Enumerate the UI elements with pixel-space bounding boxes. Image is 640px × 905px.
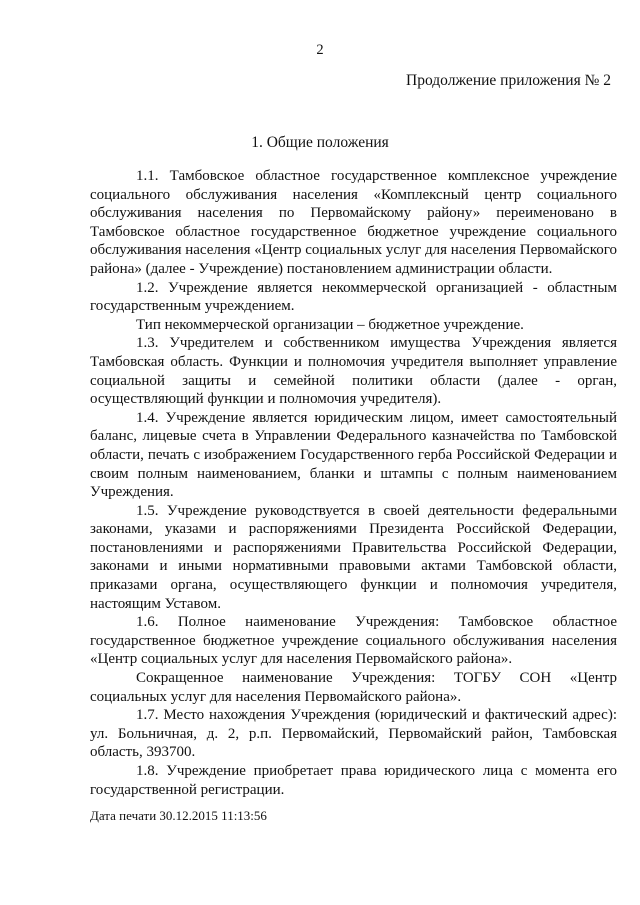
paragraph-1-7: 1.7. Место нахождения Учреждения (юридический и фактический адрес): ул. Больничная, д. 2, р.п. Первомайский, Первомайский район, Тамбовская область, 393700.: [90, 707, 617, 761]
appendix-label: Продолжение приложения № 2: [406, 72, 611, 89]
page-number: 2: [316, 42, 324, 58]
paragraph-1-6: 1.6. Полное наименование Учреждения: Тамбовское областное государственное бюджетное учреждение социального обслуживания населения «Центр социальных услуг для населения Первомайского района».: [90, 614, 617, 668]
paragraph-1-4: 1.4. Учреждение является юридическим лицом, имеет самостоятельный баланс, лицевые счета в Управлении Федерального казначейства по Тамбовской области, печать с изображением Государственного герба Российской Федерации и своим полным наименованием, бланки и штампы с полным наименованием Учреждения.: [90, 409, 617, 501]
print-date: Дата печати 30.12.2015 11:13:56: [90, 808, 267, 823]
paragraph-1-5: 1.5. Учреждение руководствуется в своей деятельности федеральными законами, указами и распоряжениями Президента Российской Федерации, постановлениями и распоряжениями Правительства Российской Федерации, законами и иными нормативными правовыми актами Тамбовской области, приказами органа, осуществляющего функции и полномочия учредителя, настоящим Уставом.: [90, 502, 617, 612]
paragraph-short-name: Сокращенное наименование Учреждения: ТОГБУ СОН «Центр социальных услуг для населения Первомайского района».: [90, 670, 617, 705]
paragraph-1-8: 1.8. Учреждение приобретает права юридического лица с момента его государственной регистрации.: [90, 763, 617, 798]
paragraph-org-type: Тип некоммерческой организации – бюджетное учреждение.: [136, 316, 524, 333]
document-body: [90, 167, 617, 799]
paragraph-1-2: 1.2. Учреждение является некоммерческой организацией - областным государственным учреждением.: [90, 279, 617, 315]
section-title: 1. Общие положения: [251, 134, 389, 151]
paragraph-1-3: 1.3. Учредителем и собственником имущества Учреждения является Тамбовская область. Функции и полномочия учредителя выполняет управление социальной защиты и семейной политики области (далее - орган, осуществляющий функции и полномочия учредителя).: [90, 335, 617, 408]
paragraph-1-1: 1.1. Тамбовское областное государственное комплексное учреждение социального обслуживания населения «Комплексный центр социального обслуживания населения по Первомайскому району» переименовано в Тамбовское областное государственное бюджетное учреждение социального обслуживания населения «Центр социальных услуг для населения Первомайского района» (далее - Учреждение) постановлением администрации области.: [90, 168, 617, 277]
